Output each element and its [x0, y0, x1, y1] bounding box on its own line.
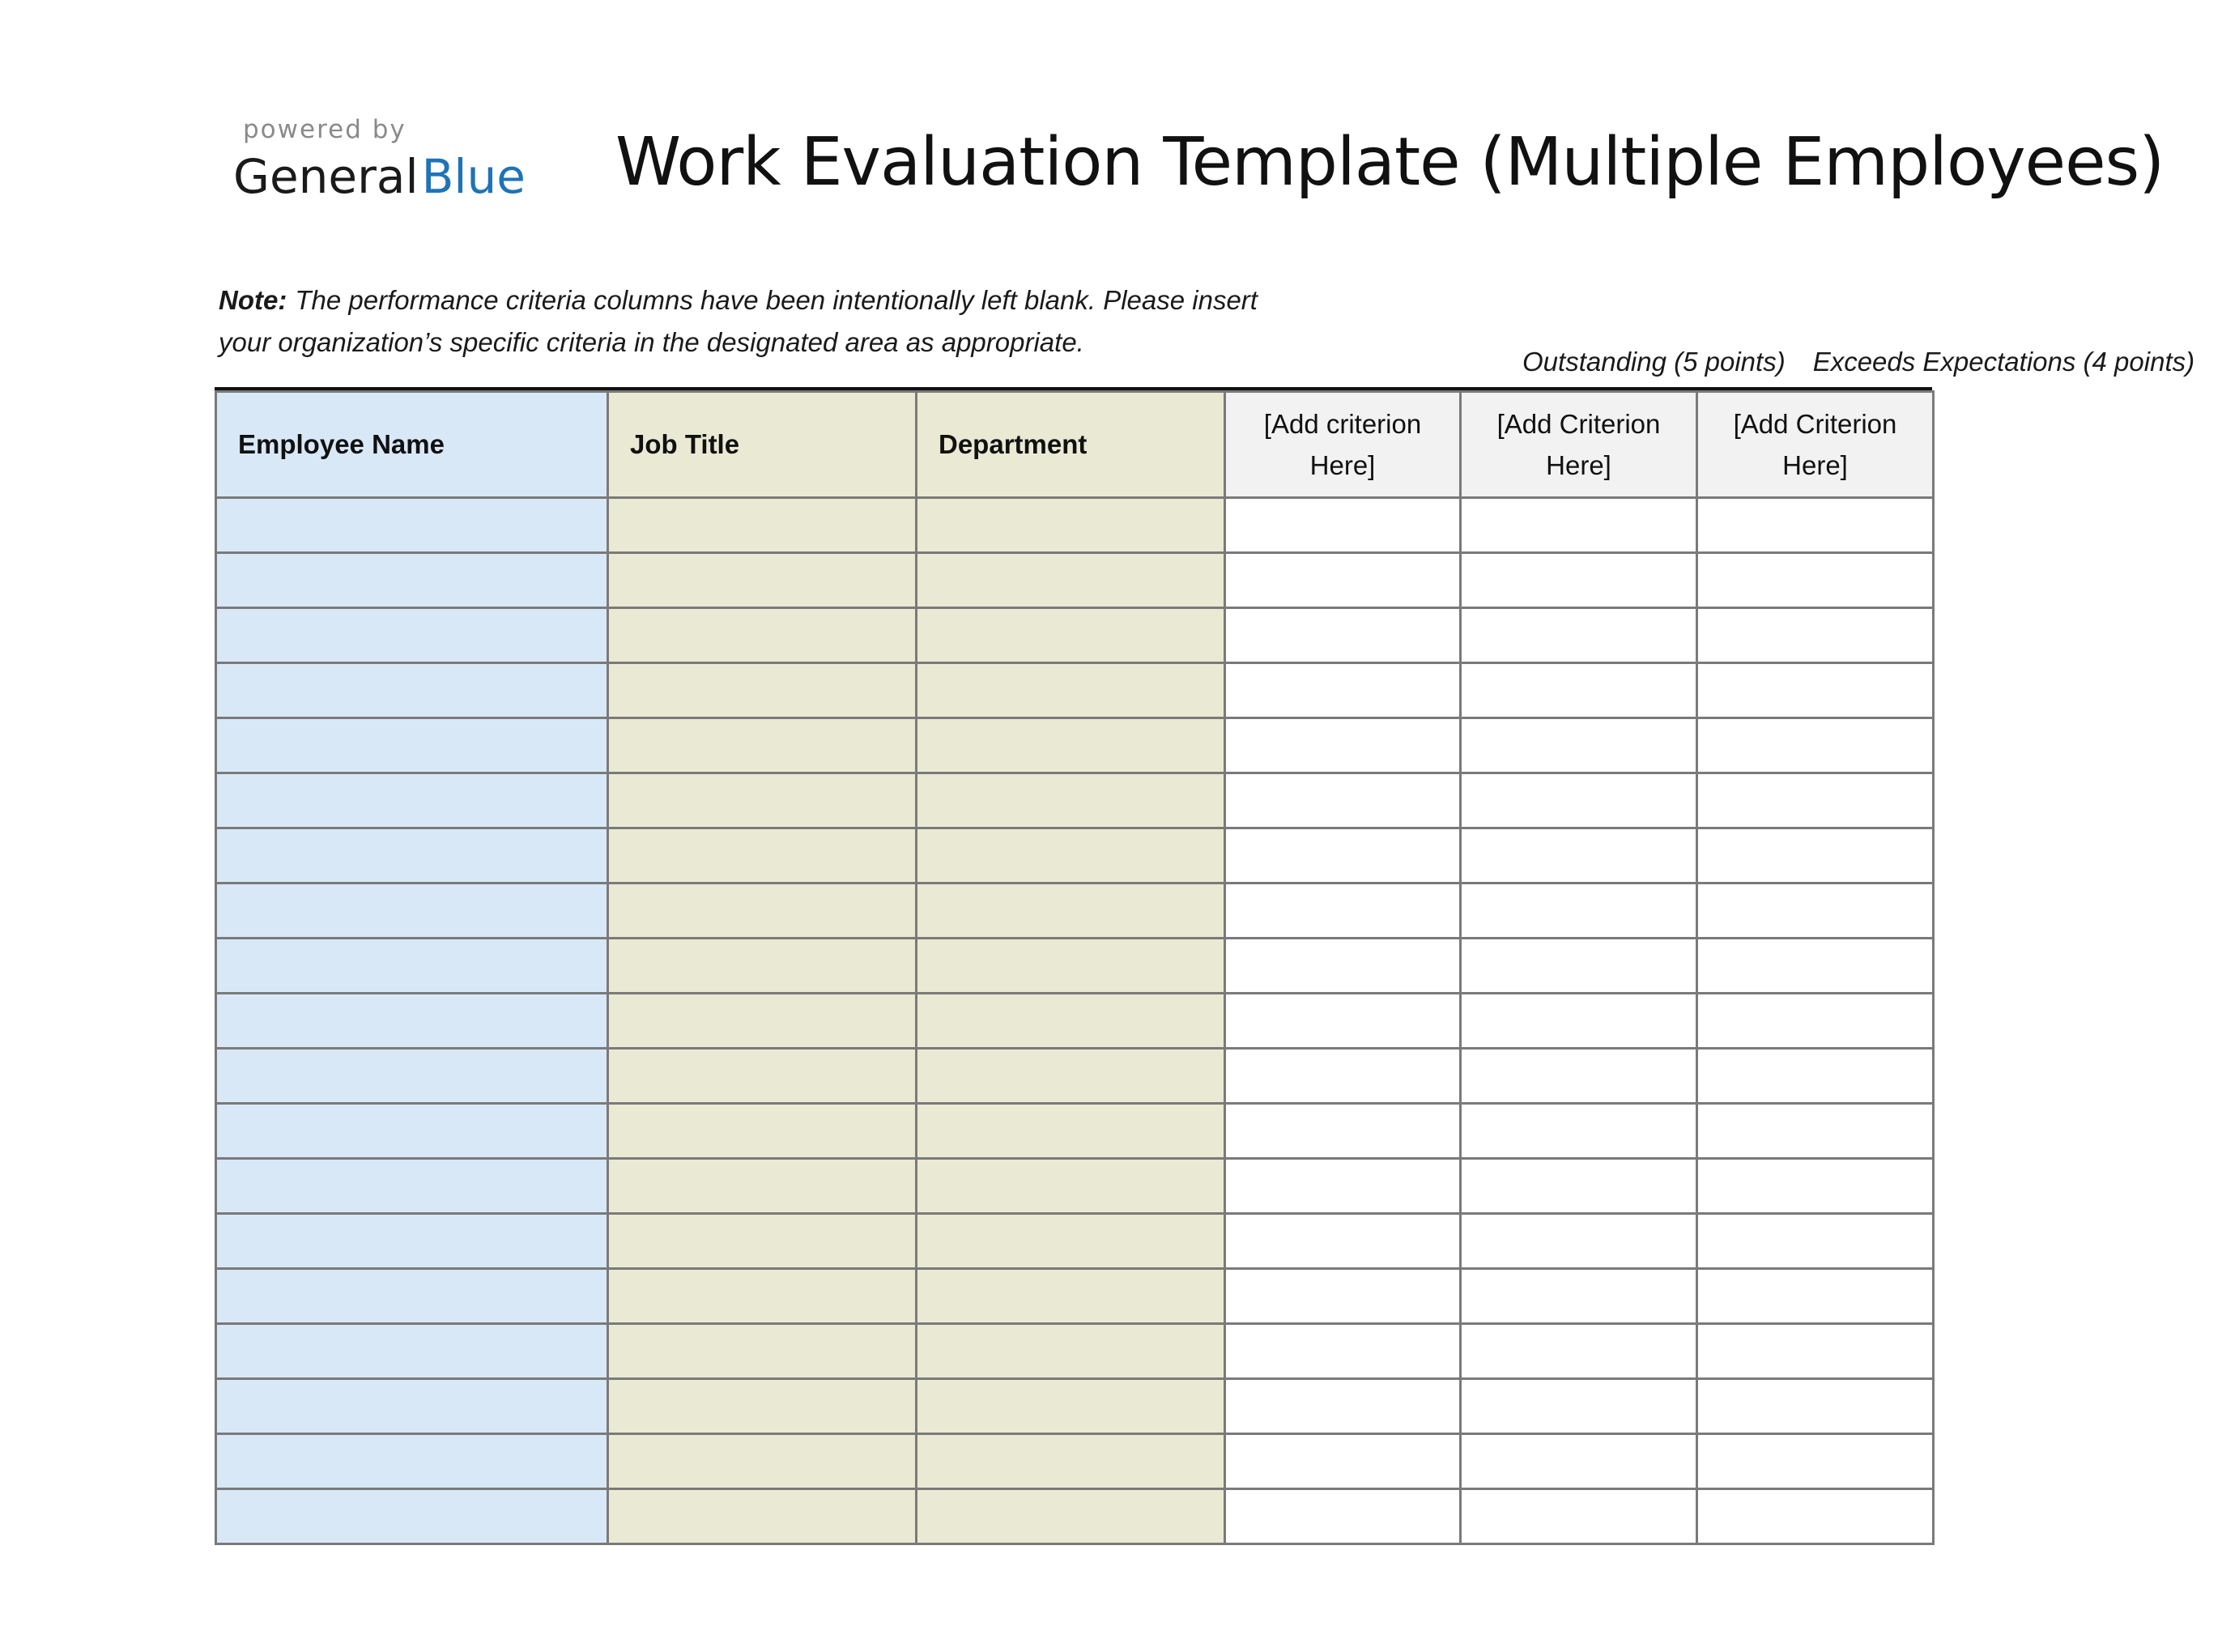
cell-criterion-1[interactable] [1225, 1489, 1461, 1544]
cell-job-title[interactable] [608, 994, 917, 1049]
cell-department[interactable] [917, 1434, 1225, 1489]
table-row [216, 608, 1934, 663]
cell-criterion-3[interactable] [1697, 608, 1934, 663]
cell-criterion-3[interactable] [1697, 718, 1934, 773]
cell-criterion-2[interactable] [1461, 608, 1697, 663]
table-row [216, 773, 1934, 828]
cell-department[interactable] [917, 994, 1225, 1049]
cell-job-title[interactable] [608, 608, 917, 663]
cell-criterion-3[interactable] [1697, 1214, 1934, 1269]
cell-job-title[interactable] [608, 553, 917, 608]
cell-criterion-1[interactable] [1225, 939, 1461, 994]
logo-brand-blue: Blue [421, 149, 526, 204]
cell-criterion-2[interactable] [1461, 1159, 1697, 1214]
cell-employee-name[interactable] [216, 1269, 608, 1324]
cell-criterion-3[interactable] [1697, 828, 1934, 883]
cell-employee-name[interactable] [216, 608, 608, 663]
cell-employee-name[interactable] [216, 1324, 608, 1379]
cell-criterion-1[interactable] [1225, 498, 1461, 553]
cell-criterion-3[interactable] [1697, 1269, 1934, 1324]
cell-job-title[interactable] [608, 1104, 917, 1159]
cell-employee-name[interactable] [216, 718, 608, 773]
cell-department[interactable] [917, 553, 1225, 608]
cell-criterion-1[interactable] [1225, 1379, 1461, 1434]
cell-criterion-2[interactable] [1461, 773, 1697, 828]
cell-employee-name[interactable] [216, 1104, 608, 1159]
cell-job-title[interactable] [608, 939, 917, 994]
cell-criterion-2[interactable] [1461, 1379, 1697, 1434]
cell-criterion-3[interactable] [1697, 1049, 1934, 1104]
cell-criterion-2[interactable] [1461, 663, 1697, 718]
cell-criterion-2[interactable] [1461, 1049, 1697, 1104]
cell-department[interactable] [917, 1269, 1225, 1324]
note-label: Note: [219, 285, 287, 315]
table-row [216, 1324, 1934, 1379]
cell-criterion-1[interactable] [1225, 608, 1461, 663]
cell-department[interactable] [917, 1489, 1225, 1544]
rating-legend [1522, 342, 2195, 382]
table-row [216, 663, 1934, 718]
cell-department[interactable] [917, 718, 1225, 773]
table-row [216, 883, 1934, 939]
cell-job-title[interactable] [608, 498, 917, 553]
cell-criterion-3[interactable] [1697, 1379, 1934, 1434]
cell-criterion-1[interactable] [1225, 828, 1461, 883]
cell-criterion-1[interactable] [1225, 1104, 1461, 1159]
cell-employee-name[interactable] [216, 828, 608, 883]
cell-department[interactable] [917, 773, 1225, 828]
cell-criterion-3[interactable] [1697, 1104, 1934, 1159]
evaluation-table [215, 390, 1935, 1545]
table-row [216, 718, 1934, 773]
cell-department[interactable] [917, 608, 1225, 663]
cell-criterion-2[interactable] [1461, 828, 1697, 883]
cell-employee-name[interactable] [216, 994, 608, 1049]
cell-criterion-1[interactable] [1225, 1049, 1461, 1104]
cell-employee-name[interactable] [216, 1159, 608, 1214]
cell-criterion-3[interactable] [1697, 553, 1934, 608]
cell-criterion-2[interactable] [1461, 1324, 1697, 1379]
rating-legend-exceeds: Exceeds Expectations (4 points) [1812, 347, 2195, 377]
logo-powered-by: powered by [243, 115, 407, 144]
cell-job-title[interactable] [608, 1489, 917, 1544]
table-row [216, 1434, 1934, 1489]
cell-department[interactable] [917, 498, 1225, 553]
cell-criterion-3[interactable] [1697, 1159, 1934, 1214]
header-job-title: Job Title [608, 392, 917, 498]
cell-criterion-2[interactable] [1461, 1214, 1697, 1269]
cell-employee-name[interactable] [216, 1049, 608, 1104]
note-body: The performance criteria columns have been intentionally left blank. Please insert your organization’s specific criteria in the designated area as appropriate. [219, 285, 1258, 357]
cell-criterion-1[interactable] [1225, 1214, 1461, 1269]
cell-job-title[interactable] [608, 1159, 917, 1214]
cell-job-title[interactable] [608, 828, 917, 883]
rating-legend-outstanding: Outstanding (5 points) [1522, 347, 1786, 377]
cell-employee-name[interactable] [216, 663, 608, 718]
table-body [216, 498, 1934, 1544]
cell-job-title[interactable] [608, 1434, 917, 1489]
cell-criterion-1[interactable] [1225, 773, 1461, 828]
table-row [216, 939, 1934, 994]
note-text-block [219, 279, 1271, 364]
cell-criterion-2[interactable] [1461, 553, 1697, 608]
cell-criterion-3[interactable] [1697, 1324, 1934, 1379]
cell-department[interactable] [917, 828, 1225, 883]
cell-employee-name[interactable] [216, 1434, 608, 1489]
cell-job-title[interactable] [608, 1324, 917, 1379]
header-department: Department [917, 392, 1225, 498]
cell-department[interactable] [917, 1104, 1225, 1159]
cell-department[interactable] [917, 1159, 1225, 1214]
cell-employee-name[interactable] [216, 939, 608, 994]
cell-job-title[interactable] [608, 1049, 917, 1104]
cell-employee-name[interactable] [216, 1489, 608, 1544]
cell-job-title[interactable] [608, 718, 917, 773]
header-criterion-3[interactable]: [Add Criterion Here] [1697, 392, 1934, 498]
cell-department[interactable] [917, 1049, 1225, 1104]
table-row [216, 1049, 1934, 1104]
page-title: Work Evaluation Template (Multiple Employees) [615, 124, 2165, 201]
cell-criterion-2[interactable] [1461, 718, 1697, 773]
cell-criterion-1[interactable] [1225, 1269, 1461, 1324]
cell-criterion-2[interactable] [1461, 1104, 1697, 1159]
table-row [216, 994, 1934, 1049]
cell-criterion-3[interactable] [1697, 1489, 1934, 1544]
cell-employee-name[interactable] [216, 553, 608, 608]
logo-brand [233, 147, 541, 206]
cell-criterion-3[interactable] [1697, 994, 1934, 1049]
table-row [216, 828, 1934, 883]
table-row [216, 1489, 1934, 1544]
cell-department[interactable] [917, 1214, 1225, 1269]
evaluation-table-container [215, 387, 1932, 1547]
cell-criterion-1[interactable] [1225, 553, 1461, 608]
cell-criterion-2[interactable] [1461, 1489, 1697, 1544]
page-title-container [615, 117, 2165, 215]
header-criterion-2[interactable]: [Add Criterion Here] [1461, 392, 1697, 498]
table-header-row [216, 392, 1934, 498]
cell-job-title[interactable] [608, 883, 917, 939]
table-row [216, 1269, 1934, 1324]
cell-criterion-3[interactable] [1697, 1434, 1934, 1489]
cell-criterion-3[interactable] [1697, 773, 1934, 828]
cell-criterion-2[interactable] [1461, 939, 1697, 994]
cell-criterion-1[interactable] [1225, 994, 1461, 1049]
logo-brand-general: General [233, 149, 419, 204]
cell-criterion-3[interactable] [1697, 663, 1934, 718]
cell-criterion-2[interactable] [1461, 498, 1697, 553]
cell-job-title[interactable] [608, 773, 917, 828]
header-criterion-1[interactable]: [Add criterion Here] [1225, 392, 1461, 498]
header-employee-name: Employee Name [216, 392, 608, 498]
cell-department[interactable] [917, 883, 1225, 939]
table-row [216, 1159, 1934, 1214]
cell-job-title[interactable] [608, 1379, 917, 1434]
table-row [216, 498, 1934, 553]
cell-employee-name[interactable] [216, 883, 608, 939]
cell-employee-name[interactable] [216, 1214, 608, 1269]
cell-criterion-1[interactable] [1225, 1434, 1461, 1489]
table-row [216, 1379, 1934, 1434]
cell-criterion-3[interactable] [1697, 939, 1934, 994]
cell-department[interactable] [917, 663, 1225, 718]
cell-department[interactable] [917, 1324, 1225, 1379]
cell-criterion-1[interactable] [1225, 1159, 1461, 1214]
cell-job-title[interactable] [608, 1214, 917, 1269]
cell-criterion-3[interactable] [1697, 883, 1934, 939]
cell-employee-name[interactable] [216, 773, 608, 828]
table-row [216, 1214, 1934, 1269]
cell-employee-name[interactable] [216, 1379, 608, 1434]
cell-criterion-1[interactable] [1225, 1324, 1461, 1379]
cell-job-title[interactable] [608, 1269, 917, 1324]
table-row [216, 553, 1934, 608]
cell-criterion-1[interactable] [1225, 718, 1461, 773]
table-row [216, 1104, 1934, 1159]
cell-employee-name[interactable] [216, 498, 608, 553]
cell-department[interactable] [917, 939, 1225, 994]
cell-department[interactable] [917, 1379, 1225, 1434]
cell-criterion-2[interactable] [1461, 883, 1697, 939]
generalblue-logo [233, 113, 541, 206]
cell-job-title[interactable] [608, 663, 917, 718]
cell-criterion-2[interactable] [1461, 1269, 1697, 1324]
cell-criterion-1[interactable] [1225, 883, 1461, 939]
cell-criterion-2[interactable] [1461, 1434, 1697, 1489]
cell-criterion-1[interactable] [1225, 663, 1461, 718]
cell-criterion-2[interactable] [1461, 994, 1697, 1049]
cell-criterion-3[interactable] [1697, 498, 1934, 553]
